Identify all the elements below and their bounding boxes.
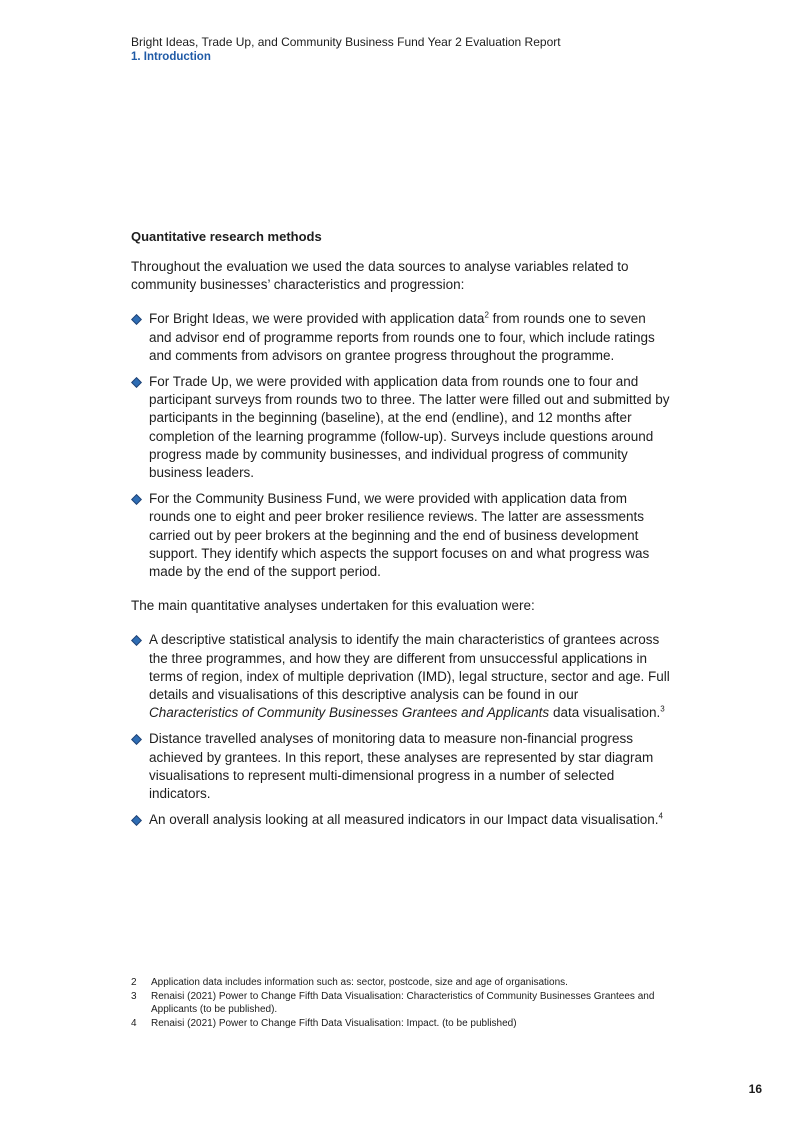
list-item-descriptive-analysis [131,631,671,722]
diamond-bullet-icon [131,635,142,646]
analyses-intro-paragraph: The main quantitative analyses undertaken for this evaluation were: [131,598,535,614]
diamond-bullet-icon [131,815,142,826]
footnote-number: 4 [131,1017,137,1029]
diamond-bullet-icon [131,377,142,388]
distance-text: Distance travelled analyses of monitoring data to measure non-financial progress achieved by grantees. In this report, these analyses are represented by star diagram visualisations to represent multi-dimensional progress in a number of selected indicators. [149,731,654,802]
list-item-distance-travelled [131,730,671,803]
running-header [131,35,691,65]
report-title: Bright Ideas, Trade Up, and Community Business Fund Year 2 Evaluation Report [131,35,561,49]
analyses-list [131,631,671,829]
footnote-text: Renaisi (2021) Power to Change Fifth Data Visualisation: Characteristics of Community Businesses Grantees and Applicants (to be published). [151,990,655,1015]
footnote-3 [131,990,691,1017]
footnote-ref-4: 4 [658,811,663,821]
data-sources-list [131,310,671,581]
cbf-text: For the Community Business Fund, we were provided with application data from rounds one to eight and peer broker resilience reviews. The latter are assessments carried out by peer brokers at the beginning and the end of business development support. They identify which aspects the support focuses on and what progress was made by the end of the support period. [149,491,650,580]
list-item-trade-up [131,373,671,482]
descriptive-text-a: A descriptive statistical analysis to identify the main characteristics of grantees across the three programmes, and how they are different from unsuccessful applications in terms of region, index of multiple deprivation (IMD), legal structure, sector and age. Full details and visualisations of this descriptive analysis can be found in our [149,632,670,703]
bright-ideas-text-a: For Bright Ideas, we were provided with application data [149,311,485,327]
footnote-text: Application data includes information such as: sector, postcode, size and age of organisations. [151,977,568,988]
footnote-number: 2 [131,977,137,988]
footnote-4 [131,1017,691,1031]
diamond-bullet-icon [131,734,142,745]
trade-up-text: For Trade Up, we were provided with application data from rounds one to four and participant surveys from rounds two to three. The latter were filled out and submitted by participants in the beginning (baseline), at the end (endline), and 12 months after completion of the learning programme (follow-up). Surveys include questions around progress made by community businesses, and individual progress of community business leaders. [149,374,670,481]
page-number: 16 [748,1082,762,1096]
footnotes [131,976,691,1030]
diamond-bullet-icon [131,314,142,325]
footnote-ref-3: 3 [660,704,665,714]
footnote-ref-2: 2 [484,310,489,320]
list-item-bright-ideas [131,310,671,365]
diamond-bullet-icon [131,494,142,505]
footnote-text: Renaisi (2021) Power to Change Fifth Data Visualisation: Impact. (to be published) [151,1017,517,1029]
main-content [131,228,671,845]
section-heading: Quantitative research methods [131,229,322,244]
footnote-number: 3 [131,990,137,1002]
intro-paragraph: Throughout the evaluation we used the data sources to analyse variables related to community businesses’ characteristics and progression: [131,259,629,293]
section-title: 1. Introduction [131,51,211,63]
bright-ideas-text-b: from rounds one to seven and advisor end of programme reports from rounds one to four, which include ratings and comments from advisors on grantee progress throughout the programme. [149,311,655,363]
list-item-community-business-fund [131,490,671,581]
descriptive-text-b: data visualisation. [549,705,661,721]
list-item-overall-analysis [131,811,671,829]
footnote-2 [131,976,691,990]
descriptive-visualisation-title: Characteristics of Community Businesses Grantees and Applicants [149,705,550,721]
overall-text: An overall analysis looking at all measured indicators in our Impact data visualisation. [149,812,659,828]
